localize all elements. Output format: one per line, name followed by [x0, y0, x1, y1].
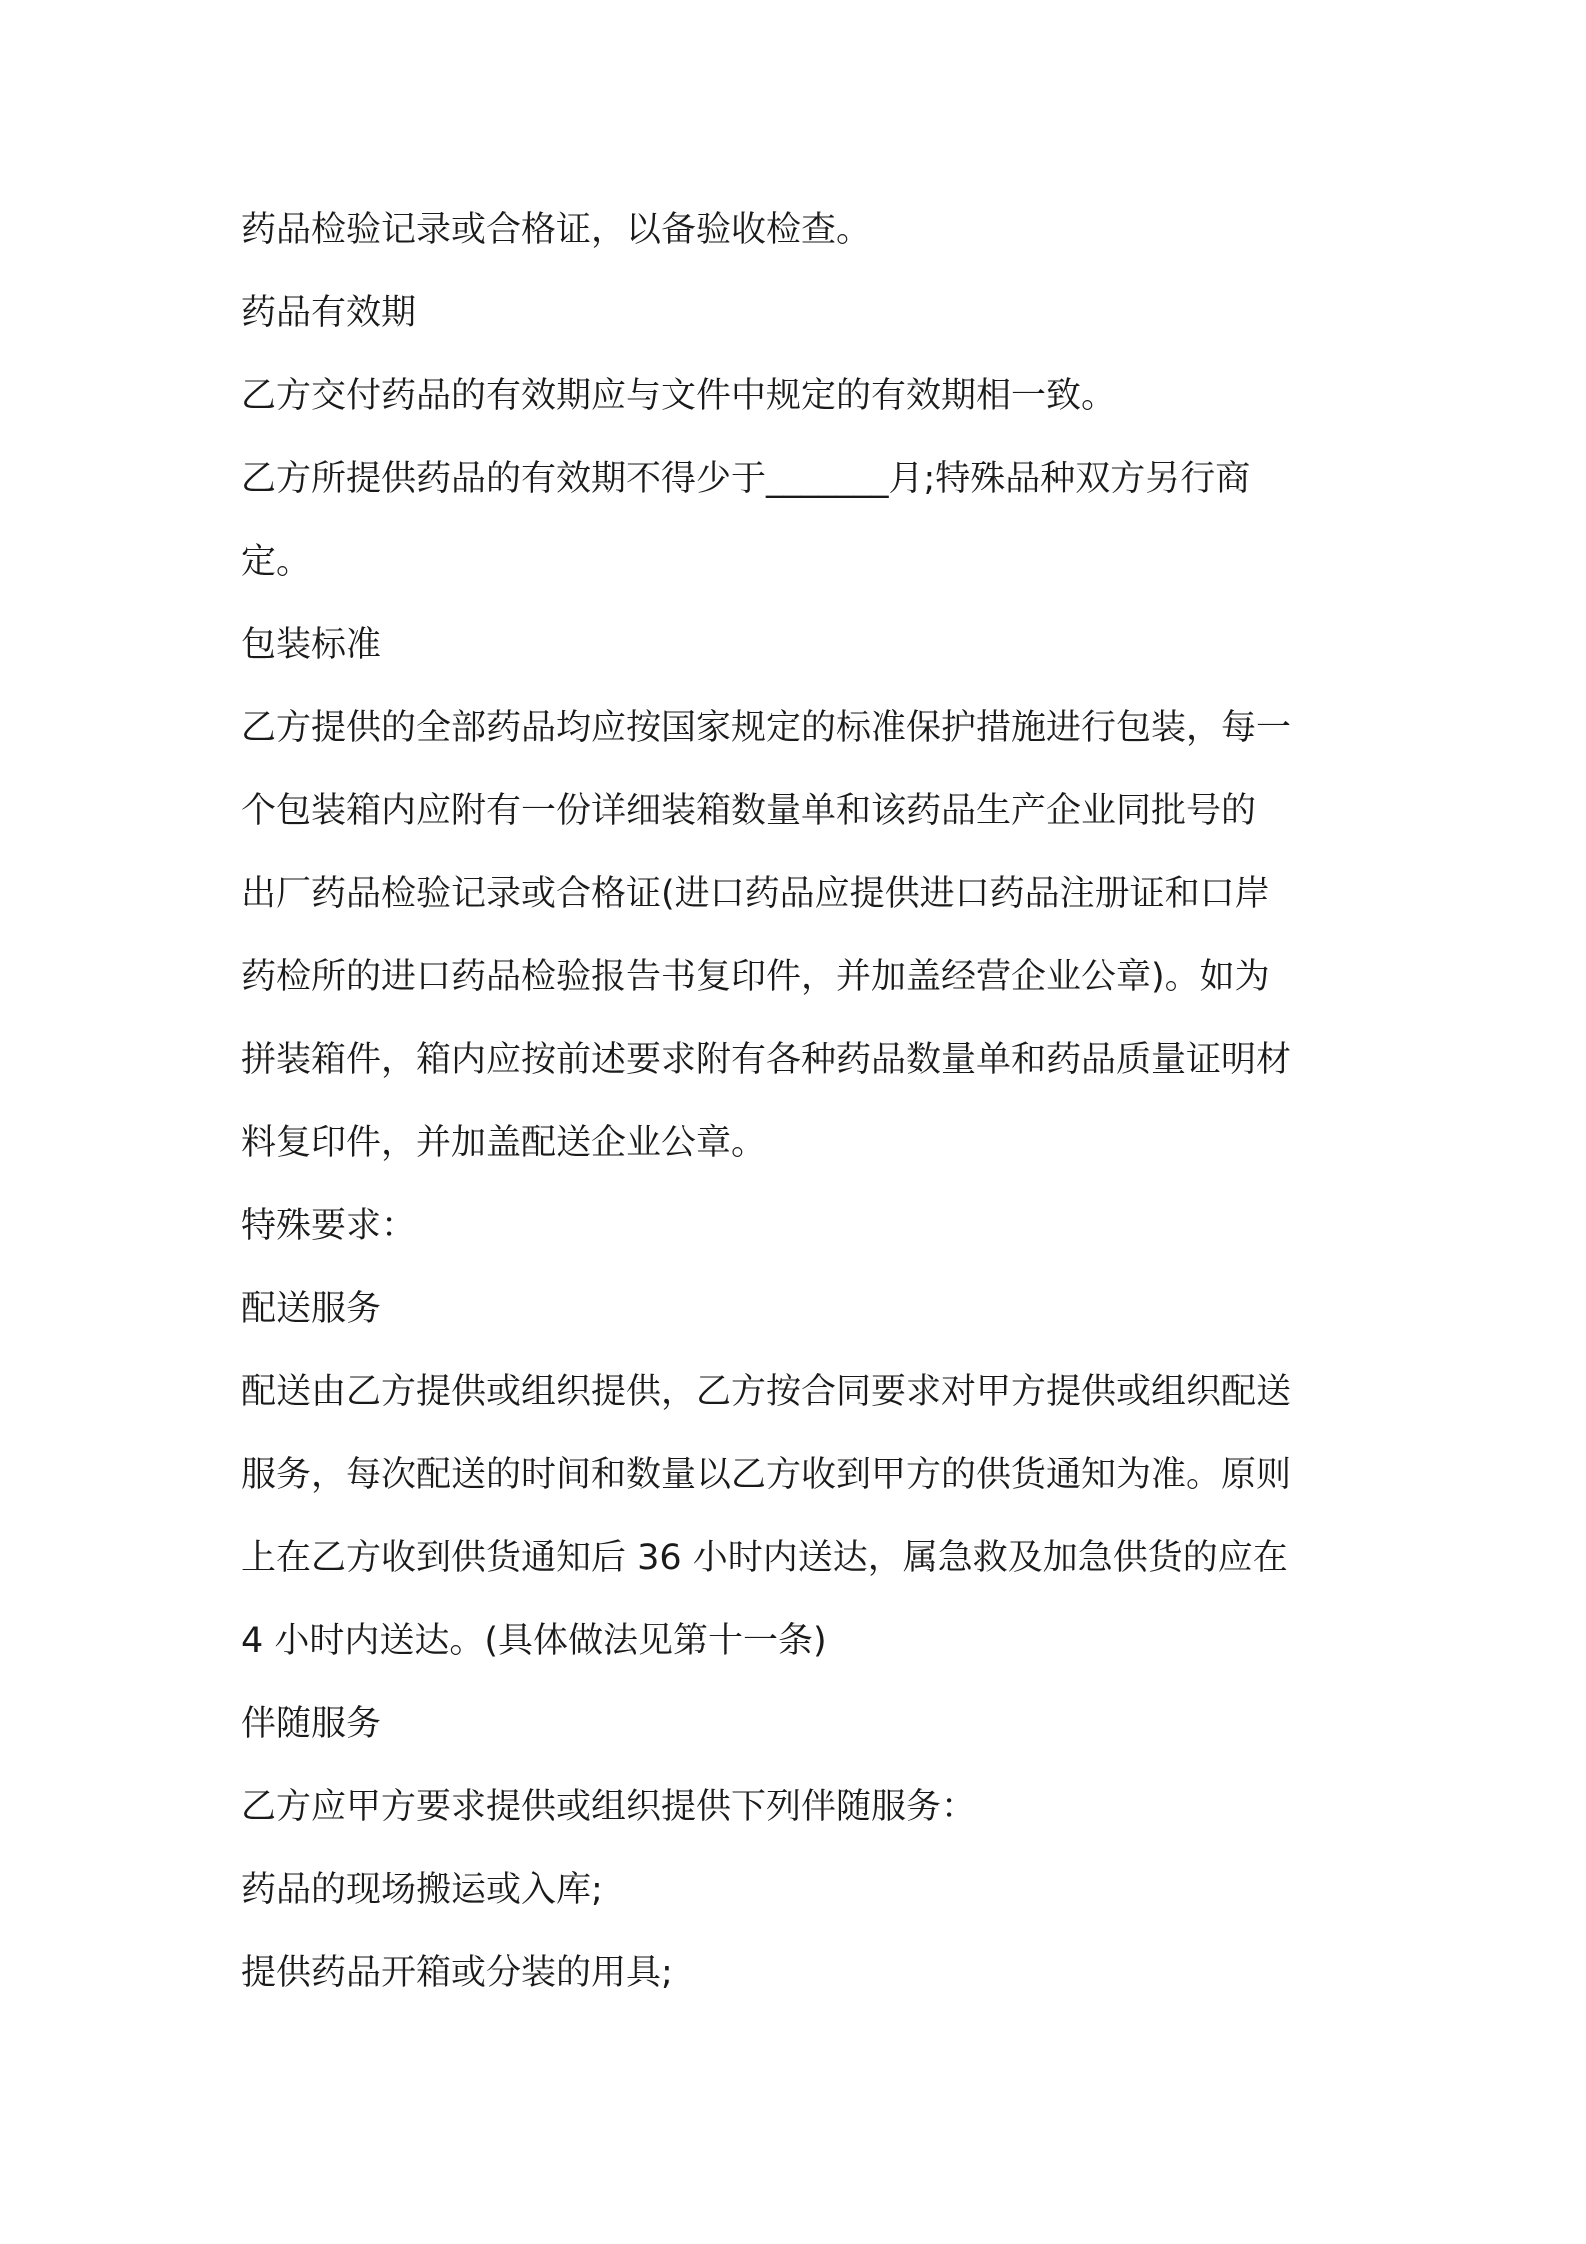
text-line: 乙方提供的全部药品均应按国家规定的标准保护措施进行包装，每一	[241, 708, 1292, 748]
text-line: 乙方应甲方要求提供或组织提供下列伴随服务：	[241, 1787, 977, 1827]
text-line: 乙方交付药品的有效期应与文件中规定的有效期相一致。	[241, 376, 1117, 416]
text-line: 个包装箱内应附有一份详细装箱数量单和该药品生产企业同批号的	[241, 791, 1257, 831]
text-line: 乙方所提供药品的有效期不得少于_______月;特殊品种双方另行商	[241, 459, 1251, 499]
text-line: 药检所的进口药品检验报告书复印件，并加盖经营企业公章)。如为	[241, 957, 1270, 997]
list-item: 药品的现场搬运或入库;	[241, 1870, 603, 1910]
text-line: 配送由乙方提供或组织提供，乙方按合同要求对甲方提供或组织配送	[241, 1372, 1292, 1412]
section-heading: 特殊要求：	[241, 1206, 417, 1246]
text-line: 上在乙方收到供货通知后 36 小时内送达，属急救及加急供货的应在	[241, 1538, 1288, 1578]
section-heading: 伴随服务	[241, 1704, 382, 1744]
list-item: 提供药品开箱或分装的用具;	[241, 1953, 673, 1993]
text-line: 4 小时内送达。(具体做法见第十一条)	[241, 1621, 827, 1661]
text-line: 拼装箱件，箱内应按前述要求附有各种药品数量单和药品质量证明材	[241, 1040, 1292, 1080]
section-heading: 配送服务	[241, 1289, 382, 1329]
text-line: 服务，每次配送的时间和数量以乙方收到甲方的供货通知为准。原则	[241, 1455, 1292, 1495]
text-line: 料复印件，并加盖配送企业公章。	[241, 1123, 767, 1163]
text-line: 药品检验记录或合格证，以备验收检查。	[241, 210, 872, 250]
text-line: 定。	[241, 542, 312, 582]
section-heading: 药品有效期	[241, 293, 417, 333]
text-line: 出厂药品检验记录或合格证(进口药品应提供进口药品注册证和口岸	[241, 874, 1270, 914]
section-heading: 包装标准	[241, 625, 382, 665]
